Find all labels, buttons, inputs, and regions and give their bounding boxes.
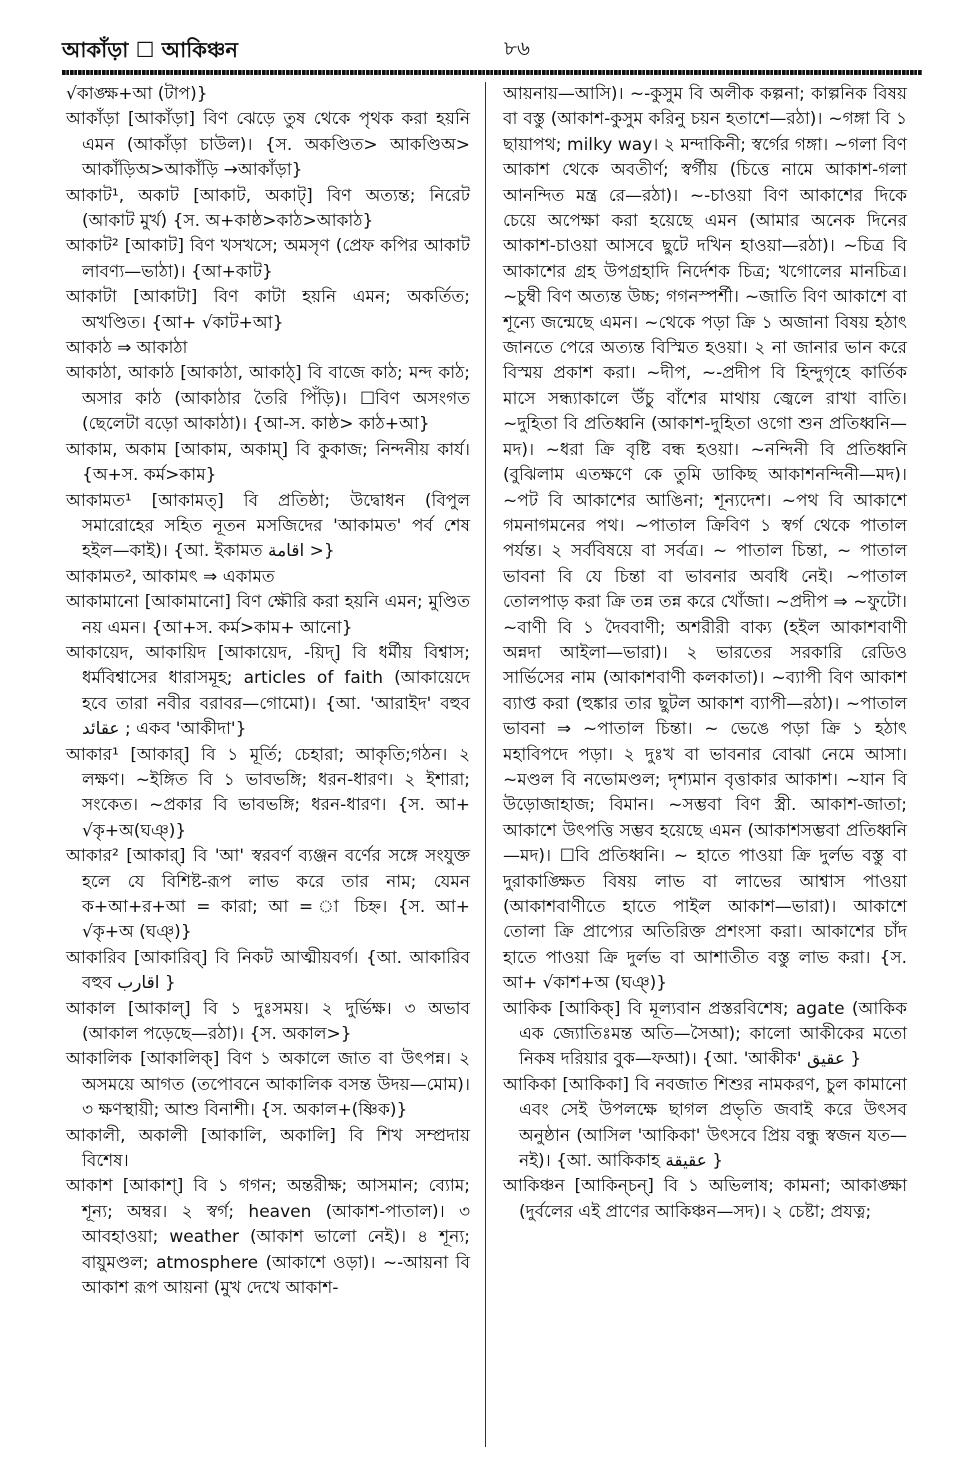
dictionary-entry: আকালী, অকালী [আকালি, অকালি] বি শিখ সম্প্রদায় বিশেষ। — [66, 1125, 470, 1172]
dictionary-entry: আকাল [আকাল্] বি ১ দুঃসময়। ২ দুর্ভিক্ষ। ৩ অভাব (আকাল পড়েছে—রঠা)। {স. অকাল>} — [66, 998, 470, 1045]
header-rule — [62, 70, 922, 75]
column-divider — [485, 82, 486, 1447]
dictionary-entry: আকার² [আকার্] বি 'আ' স্বরবর্ণ ব্যঞ্জন বর্ণের সঙ্গে সংযুক্ত হলে যে বিশিষ্ট-রূপ লাভ করে তার নাম; যেমন ক+আ+র+আ = কারা; আ = া চিহ্ন। {স. আ+ √কৃ+অ (ঘঞ্)} — [66, 846, 470, 943]
dictionary-entry: আকাঠ ⇒ আকাঠা — [66, 338, 188, 359]
dictionary-entry: আকায়েদ, আকায়িদ [আকায়েদ, -য়িদ্] বি ধর্মীয় বিশ্বাস; ধর্মবিশ্বাসের ধারাসমূহ; articles of faith (আকায়েদে হবে তারা নবীর বরাবর—গোমো)। {আ. 'আরাইদ' বহুব عقائد ; একব 'আকীদা'} — [66, 642, 470, 740]
dictionary-entry: আকাম, অকাম [আকাম, অকাম্] বি কুকাজ; নিন্দনীয় কার্য। {অ+স. কর্ম>কাম} — [66, 439, 470, 486]
dictionary-entry: আকারিব [আকারিব্] বি নিকট আত্মীয়বর্গ। {আ. আকারিব বহুব اقارب } — [66, 947, 470, 994]
right-column — [503, 82, 907, 1225]
dictionary-entry: আকামত¹ [আকামত্] বি প্রতিষ্ঠা; উদ্বোধন (বিপুল সমারোহের সহিত নূতন মসজিদের 'আকামত' পর্ব শেষ হইল—কাই)। {আ. ইকামত اقامة >} — [66, 490, 470, 562]
dictionary-entry: আকাট¹, অকাট [আকাট, অকাট্] বিণ অত্যন্ত; নিরেট (আকাট মুর্খ) {স. অ+কাষ্ঠ>কাঠ>আকাঠ} — [66, 185, 470, 232]
dictionary-entry: আকাঁড়া [আকাঁড়া] বিণ ঝেড়ে তুষ থেকে পৃথক করা হয়নি এমন (আকাঁড়া চাউল)। {স. অকণ্ডিত> আকণ্ডিঅ> আকাঁড়িঅ>আকাঁড়ি →আকাঁড়া} — [66, 109, 470, 181]
dictionary-entry: আকাশ [আকাশ্] বি ১ গগন; অন্তরীক্ষ; আসমান; ব্যোম; শূন্য; অম্বর। ২ স্বর্গ; heaven (আকাশ-পাতাল)। ৩ আবহাওয়া; weather (আকাশ ভালো নেই)। ৪ শূন্য; বায়ুমণ্ডল; atmosphere (আকাশে ওড়া)। ~-আয়না বি আকাশ রূপ আয়না (মুখ দেখে আকাশ- — [66, 1176, 470, 1299]
dictionary-entry: আকামানো [আকামানো] বিণ ক্ষৌরি করা হয়নি এমন; মুণ্ডিত নয় এমন। {আ+স. কর্ম>কাম+ আনো} — [66, 592, 470, 638]
dictionary-entry: আকাটা [আকাটা] বিণ কাটা হয়নি এমন; অকর্তিত; অখণ্ডিত। {আ+ √কাট+আ} — [66, 287, 470, 333]
dictionary-entry: আকালিক [আকালিক্] বিণ ১ অকালে জাত বা উৎপন্ন। ২ অসময়ে আগত (তপোবনে আকালিক বসন্ত উদয়—মোম)। ৩ ক্ষণস্থায়ী; আশু বিনাশী। {স. অকাল+(ষ্ণিক)} — [66, 1049, 470, 1121]
dictionary-entry: আকার¹ [আকার্] বি ১ মূর্তি; চেহারা; আকৃতি;গঠন। ২ লক্ষণ। ~ইঙ্গিত বি ১ ভাবভঙ্গি; ধরন-ধারণ। ২ ইশারা; সংকেত। ~প্রকার বি ভাবভঙ্গি; ধরন-ধারণ। {স. আ+ √কৃ+অ(ঘঞ্)} — [66, 744, 470, 841]
left-column — [66, 82, 470, 1302]
dictionary-entry: আকিঞ্চন [আকিন্চন্] বি ১ অভিলাষ; কামনা; আকাঙ্ক্ষা (দুর্বলের এই প্রাণের আকিঞ্চন—সদ)। ২ চেষ্টা; প্রযত্ন; — [503, 1176, 907, 1222]
dictionary-entry: আকিকা [আকিকা] বি নবজাত শিশুর নামকরণ, চুল কামানো এবং সেই উপলক্ষে ছাগল প্রভৃতি জবাই করে উৎসব অনুষ্ঠান (আসিল 'আকিকা' উৎসবে প্রিয় বন্ধু স্বজন যত—নই)। {আ. আকিকাহ عقيقة } — [503, 1074, 907, 1172]
dictionary-entry: আকামত², আকামৎ ⇒ একামত — [66, 566, 275, 587]
page-header — [62, 34, 922, 64]
entry-continuation: আয়নায়—আসি)। ~-কুসুম বি অলীক কল্পনা; কাল্পনিক বিষয় বা বস্তু (আকাশ-কুসুম করিনু চয়ন হতাশে—রঠা)। ~গঙ্গা বি ১ ছায়াপথ; milky way। ২ মন্দাকিনী; স্বর্গের গঙ্গা। ~গলা বিণ আকাশ থেকে অবতীর্ণ; স্বর্গীয় (চিত্তে নামে আকাশ-গলা আনন্দিত মন্ত্র রে—রঠা)। ~-চাওয়া বিণ আকাশের দিকে চেয়ে অপেক্ষা করা হয়েছে এমন (আমার অনেক দিনের আকাশ-চাওয়া আসবে ছুটে দখিন হাওয়া—রঠা)। ~চিত্র বি আকাশের গ্রহ উপগ্রহাদি নির্দেশক চিত্র; খগোলের মানচিত্র। ~চুম্বী বিণ অত্যন্ত উচ্চ; গগনস্পর্শী। ~জাতি বিণ আকাশে বা শূন্যে জন্মেছে এমন। ~থেকে পড়া ক্রি ১ অজানা বিষয় হঠাৎ জানতে পেরে অত্যন্ত বিস্মিত হওয়া। ২ না জানার ভান করে বিস্ময় প্রকাশ করা। ~দীপ, ~-প্রদীপ বি হিন্দুগৃহে কার্তিক মাসে সন্ধ্যাকালে উঁচু বাঁশের মাথায় জ্বেলে রাখা বাতি। ~দুহিতা বি প্রতিধ্বনি (আকাশ-দুহিতা ওগো শুন প্রতিধ্বনি—মদ)। ~ধরা ক্রি বৃষ্টি বন্ধ হওয়া। ~নন্দিনী বি প্রতিধ্বনি (বুঝিলাম এতক্ষণে কে তুমি ডাকিছ আকাশনন্দিনী—মদ)। ~পট বি আকাশের আঙিনা; শূন্যদেশ। ~পথ বি আকাশে গমনাগমনের পথ। ~পাতাল ক্রিবিণ ১ স্বর্গ থেকে পাতাল পর্যন্ত। ২ সর্ববিষয়ে বা সর্বত্র। ~ পাতাল চিন্তা, ~ পাতাল ভাবনা বি যে চিন্তা বা ভাবনার অবধি নেই। ~পাতাল তোলপাড় করা ক্রি তন্ন তন্ন করে খোঁজা। ~প্রদীপ ⇒ ~ফুটো। ~বাণী বি ১ দৈববাণী; অশরীরী বাক্য (হইল আকাশবাণী অন্নদা আইলা—ভারা)। ২ ভারতের সরকারি রেডিও সার্ভিসের নাম (আকাশবাণী কলকাতা)। ~ব্যাপী বিণ আকাশ ব্যাপ্ত করা (হুঙ্কার তার ছুটল আকাশ ব্যাপী—রঠা)। ~পাতাল ভাবনা ⇒ ~পাতাল চিন্তা। ~ ভেঙে পড়া ক্রি ১ হঠাৎ মহাবিপদে পড়া। ২ দুঃখ বা ভাবনার বোঝা নেমে আসা। ~মণ্ডল বি নভোমণ্ডল; দৃশ্যমান বৃত্তাকার আকাশ। ~যান বি উড়োজাহাজ; বিমান। ~সম্ভবা বিণ স্ত্রী. আকাশ-জাতা; আকাশে উৎপত্তি সম্ভব হয়েছে এমন (আকাশসম্ভবা প্রতিধ্বনি—মদ)। ☐বি প্রতিধ্বনি। ~ হাতে পাওয়া ক্রি দুর্লভ বস্তু বা দুরাকাঙ্ক্ষিত বিষয় লাভ বা লাভের আশ্বাস পাওয়া (আকাশবাণীতে হাতে পাইল আকাশ—ভারা)। আকাশে তোলা ক্রি প্রাপ্যের অতিরিক্ত প্রশংসা করা। আকাশের চাঁদ হাতে পাওয়া ক্রি দুর্লভ বা আশাতীত বস্তু লাভ করা। {স. আ+ √কাশ+অ (ঘঞ্)} — [503, 84, 907, 994]
running-headwords: আকাঁড়া ☐ আকিঞ্চন — [62, 38, 238, 62]
entry-continuation: √কাঙ্ক্ষ+আ (টাপ)} — [66, 84, 208, 104]
page-number: ৮৬ — [504, 36, 530, 60]
dictionary-entry: আকিক [আকিক্] বি মূল্যবান প্রস্তরবিশেষ; agate (আকিক এক জ্যোতিঃমন্ত অতি—সৈআ); কালো আকীকের মতো নিকষ দরিয়ার বুক—ফআ)। {আ. 'আকীক' عقيق } — [503, 998, 907, 1070]
dictionary-entry: আকাট² [আকাট] বিণ খসখসে; অমসৃণ (প্রেফ কপির আকাট লাবণ্য—ভাঠা)। {আ+কাট} — [66, 236, 470, 282]
dictionary-entry: আকাঠা, আকাঠ [আকাঠা, আকাঠ্] বি বাজে কাঠ; মন্দ কাঠ; অসার কাঠ (আকাঠার তৈরি পিঁড়ি)। ☐বিণ অসংগত (ছেলেটা বড়ো আকাঠা)। {আ-স. কাষ্ঠ> কাঠ+আ} — [66, 363, 470, 435]
